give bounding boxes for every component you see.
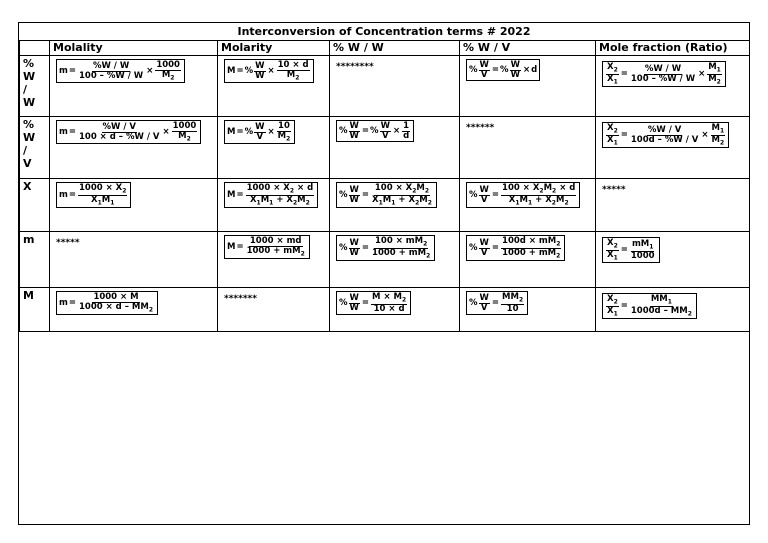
formula-box: m = $\frac{1000 \times X_2}{X_1M_1}$ bbox=[56, 182, 131, 208]
page-title: Interconversion of Concentration terms # 2022 bbox=[237, 25, 531, 38]
formula-box: % $\frac{W}{V}$ = % $\frac{W}{W}$ × d bbox=[466, 59, 540, 81]
formula-box: % $\frac{W}{W}$ = $\frac{100 \times X_2M_2}{X_1M_1 + X_2M_2}$ bbox=[336, 182, 437, 208]
formula-M-molefraction bbox=[596, 288, 750, 332]
formula-m-ww bbox=[330, 232, 460, 288]
row-label-M: M bbox=[20, 288, 50, 332]
header-ww: % W / W bbox=[330, 41, 460, 56]
formula-box: $\frac{X_2}{X_1}$ = $\frac{\%W / W}{100 - \%W / W}$ × $\frac{M_1}{M_2}$ bbox=[602, 61, 726, 87]
formula-box: % $\frac{W}{W}$ = $\frac{100 \times mM_2}{1000 + mM_2}$ bbox=[336, 235, 435, 261]
formula-m-molefraction bbox=[596, 232, 750, 288]
row-x bbox=[20, 179, 750, 232]
formula-box: % $\frac{W}{V}$ = $\frac{100 \times X_2M_2 \times d}{X_1M_1 + X_2M_2}$ bbox=[466, 182, 580, 208]
formula-box: M = % $\frac{W}{W}$ × $\frac{10 \times d}{M_2}$ bbox=[224, 59, 314, 83]
row-ww bbox=[20, 56, 750, 117]
placeholder-wv-wv: ****** bbox=[460, 117, 596, 179]
row-label-wv: % W / V bbox=[20, 117, 50, 179]
formula-ww-molefraction bbox=[596, 56, 750, 117]
formula-ww-molality bbox=[50, 56, 218, 117]
formula-x-molarity bbox=[218, 179, 330, 232]
placeholder-ww-ww: ******** bbox=[330, 56, 460, 117]
header-molality: Molality bbox=[50, 41, 218, 56]
header-mole-fraction: Mole fraction (Ratio) bbox=[596, 41, 750, 56]
formula-x-ww bbox=[330, 179, 460, 232]
header-row bbox=[20, 41, 750, 56]
formula-box: % $\frac{W}{W}$ = $\frac{M \times M_2}{10 \times d}$ bbox=[336, 291, 411, 315]
worksheet bbox=[18, 22, 750, 525]
row-wv bbox=[20, 117, 750, 179]
conversion-table bbox=[19, 40, 750, 332]
formula-ww-wv bbox=[460, 56, 596, 117]
formula-box: % $\frac{W}{V}$ = $\frac{100d \times mM_2}{1000 + mM_2}$ bbox=[466, 235, 565, 261]
formula-wv-molality bbox=[50, 117, 218, 179]
formula-box: M = $\frac{1000 \times X_2 \times d}{X_1M_1 + X_2M_2}$ bbox=[224, 182, 318, 208]
row-M bbox=[20, 288, 750, 332]
formula-M-molality bbox=[50, 288, 218, 332]
row-m bbox=[20, 232, 750, 288]
formula-box: m = $\frac{\%W / W}{100 - \%W / W}$ × $\frac{1000}{M_2}$ bbox=[56, 59, 185, 83]
formula-wv-ww bbox=[330, 117, 460, 179]
formula-m-molarity bbox=[218, 232, 330, 288]
formula-box: M = % $\frac{W}{V}$ × $\frac{10}{M_2}$ bbox=[224, 120, 295, 144]
formula-M-ww bbox=[330, 288, 460, 332]
formula-box: m = $\frac{\%W / V}{100 \times d - \%W / V}$ × $\frac{1000}{M_2}$ bbox=[56, 120, 201, 144]
row-label-m: m bbox=[20, 232, 50, 288]
row-label-ww: % W / W bbox=[20, 56, 50, 117]
corner-cell bbox=[20, 41, 50, 56]
placeholder-m-molality: ***** bbox=[50, 232, 218, 288]
formula-x-molality bbox=[50, 179, 218, 232]
formula-wv-molefraction bbox=[596, 117, 750, 179]
formula-m-wv bbox=[460, 232, 596, 288]
formula-box: % $\frac{W}{W}$ = % $\frac{W}{V}$ × $\frac{1}{d}$ bbox=[336, 120, 414, 142]
formula-box: $\frac{X_2}{X_1}$ = $\frac{MM_1}{1000d - MM_2}$ bbox=[602, 293, 697, 319]
placeholder-x-molefraction: ***** bbox=[596, 179, 750, 232]
formula-x-wv bbox=[460, 179, 596, 232]
formula-M-wv bbox=[460, 288, 596, 332]
header-molarity: Molarity bbox=[218, 41, 330, 56]
formula-box: $\frac{X_2}{X_1}$ = $\frac{\%W / V}{100d - \%W / V}$ × $\frac{M_1}{M_2}$ bbox=[602, 122, 729, 148]
formula-wv-molarity bbox=[218, 117, 330, 179]
placeholder-M-molarity: ******* bbox=[218, 288, 330, 332]
header-wv: % W / V bbox=[460, 41, 596, 56]
formula-box: % $\frac{W}{V}$ = $\frac{MM_2}{10}$ bbox=[466, 291, 528, 315]
formula-box: M = $\frac{1000 \times md}{1000 + mM_2}$ bbox=[224, 235, 310, 259]
row-label-x: X bbox=[20, 179, 50, 232]
formula-box: $\frac{X_2}{X_1}$ = $\frac{mM_1}{1000}$ bbox=[602, 237, 660, 263]
formula-box: m = $\frac{1000 \times M}{1000 \times d - MM_2}$ bbox=[56, 291, 158, 315]
formula-ww-molarity bbox=[218, 56, 330, 117]
